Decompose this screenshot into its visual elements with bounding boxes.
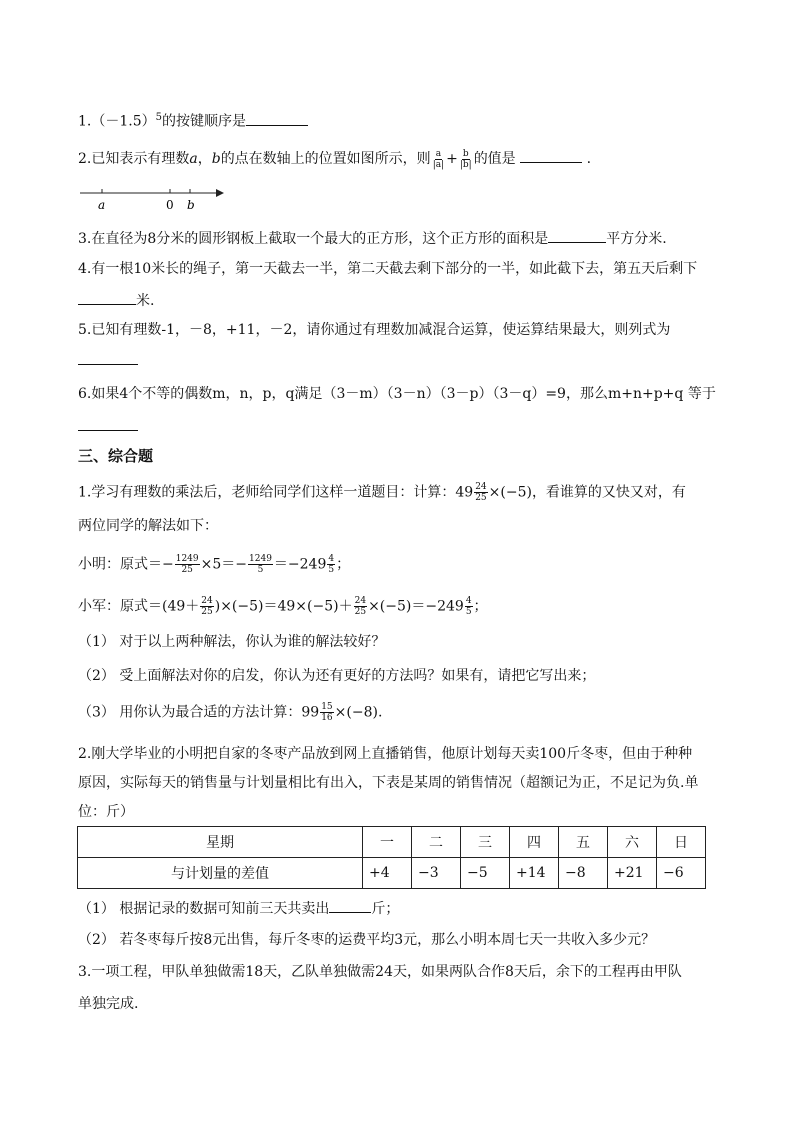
xiaoming-solution: 小明：原式＝− $\frac{1249}{25}$ ×5＝− $\frac{1249}{5}$ ＝−249 $\frac{4}{5}$ ； — [78, 554, 351, 575]
q1-line1: 1.学习有理数的乘法后，老师给同学们这样一道题目：计算：49 $\frac{24}{25}$ ×(−5)，看谁算的又快又对，有 — [78, 482, 686, 503]
question-4-cont: 米. — [78, 290, 154, 311]
question-6: 6.如果4个不等的偶数m，n，p，q满足（3－m）（3－n）（3－p）（3－q）=9，那么m+n+p+q 等于 — [78, 386, 716, 402]
table-cell: +4 — [363, 858, 412, 889]
fraction-a: $\frac{a}{|a|}$ — [432, 148, 445, 170]
question-5-blank — [78, 350, 138, 371]
question-5: 5.已知有理数-1，－8，+11，－2，请你通过有理数加减混合运算，使运算结果最大，则列式为 — [78, 322, 671, 338]
number-line — [76, 185, 226, 213]
answer-blank — [246, 111, 308, 126]
answer-blank — [329, 898, 371, 913]
q1-sub2: （2） 受上面解法对你的启发，你认为还有更好的方法吗？如果有，请把它写出来； — [78, 668, 596, 684]
table-header-row — [78, 827, 706, 858]
table-cell: 一 — [363, 827, 412, 858]
table-cell: 五 — [559, 827, 608, 858]
label-zero: 0 — [166, 198, 174, 212]
q2-line2: 原因，实际每天的销售量与计划量相比有出入，下表是某周的销售情况（超额记为正，不足记为负.单 — [78, 775, 699, 791]
q2-line1: 2.刚大学毕业的小明把自家的冬枣产品放到网上直播销售，他原计划每天卖100斤冬枣，但由于种种 — [78, 746, 693, 762]
answer-blank — [520, 148, 582, 163]
q2-sub2: （2） 若冬枣每斤按8元出售，每斤冬枣的运费平均3元，那么小明本周七天一共收入多少元？ — [78, 932, 656, 948]
answer-blank — [78, 350, 138, 365]
q1-sub1: （1） 对于以上两种解法，你认为谁的解法较好？ — [78, 634, 386, 650]
q2-line3: 位：斤） — [78, 804, 134, 820]
table-cell: +14 — [510, 858, 559, 889]
question-6-blank — [78, 416, 138, 437]
q1-sub3: （3） 用你认为最合适的方法计算：99 $\frac{15}{16}$ ×(−8). — [78, 702, 383, 723]
label-a: a — [98, 198, 106, 212]
table-cell: +21 — [608, 858, 657, 889]
answer-blank — [548, 228, 606, 243]
table-row — [78, 858, 706, 889]
q3-line1: 3.一项工程，甲队单独做需18天，乙队单独做需24天，如果两队合作8天后，余下的工程再由甲队 — [78, 964, 682, 980]
label-b: b — [187, 198, 195, 212]
q3-line2: 单独完成. — [78, 996, 139, 1012]
xiaojun-solution: 小军：原式＝(49＋ $\frac{24}{25}$ )×(−5)＝49×(−5)＋ $\frac{24}{25}$ ×(−5)＝−249 $\frac{4}{5}$ ； — [78, 596, 488, 617]
question-3: 3.在直径为8分米的圆形钢板上截取一个最大的正方形，这个正方形的面积是 平方分米. — [78, 228, 667, 249]
fraction-b: $\frac{b}{|b|}$ — [459, 148, 472, 170]
table-cell: 日 — [657, 827, 706, 858]
answer-blank — [78, 416, 138, 431]
q2-sub1: （1） 根据记录的数据可知前三天共卖出 斤； — [78, 898, 399, 919]
table-cell: −8 — [559, 858, 608, 889]
question-4: 4.有一根10米长的绳子，第一天截去一半，第二天截去剩下部分的一半，如此截下去，第五天后剩下 — [78, 261, 698, 277]
table-cell: 二 — [412, 827, 461, 858]
section-title: 三、综合题 — [78, 447, 154, 465]
answer-blank — [78, 290, 136, 305]
table-cell: −3 — [412, 858, 461, 889]
table-cell: −5 — [461, 858, 510, 889]
table-cell: 星期 — [78, 827, 363, 858]
table-cell: 与计划量的差值 — [78, 858, 363, 889]
table-cell: −6 — [657, 858, 706, 889]
question-2: 2.已知表示有理数a，b的点在数轴上的位置如图所示，则 $\frac{a}{|a|}$ + $\frac{b}{|b|}$ 的值是 . — [78, 148, 592, 170]
q1-line2: 两位同学的解法如下： — [78, 518, 218, 534]
table-cell: 六 — [608, 827, 657, 858]
question-1: $1.(-1.5)^5$的按键顺序是 — [78, 108, 308, 132]
table-cell: 三 — [461, 827, 510, 858]
sales-table — [77, 826, 706, 889]
table-cell: 四 — [510, 827, 559, 858]
